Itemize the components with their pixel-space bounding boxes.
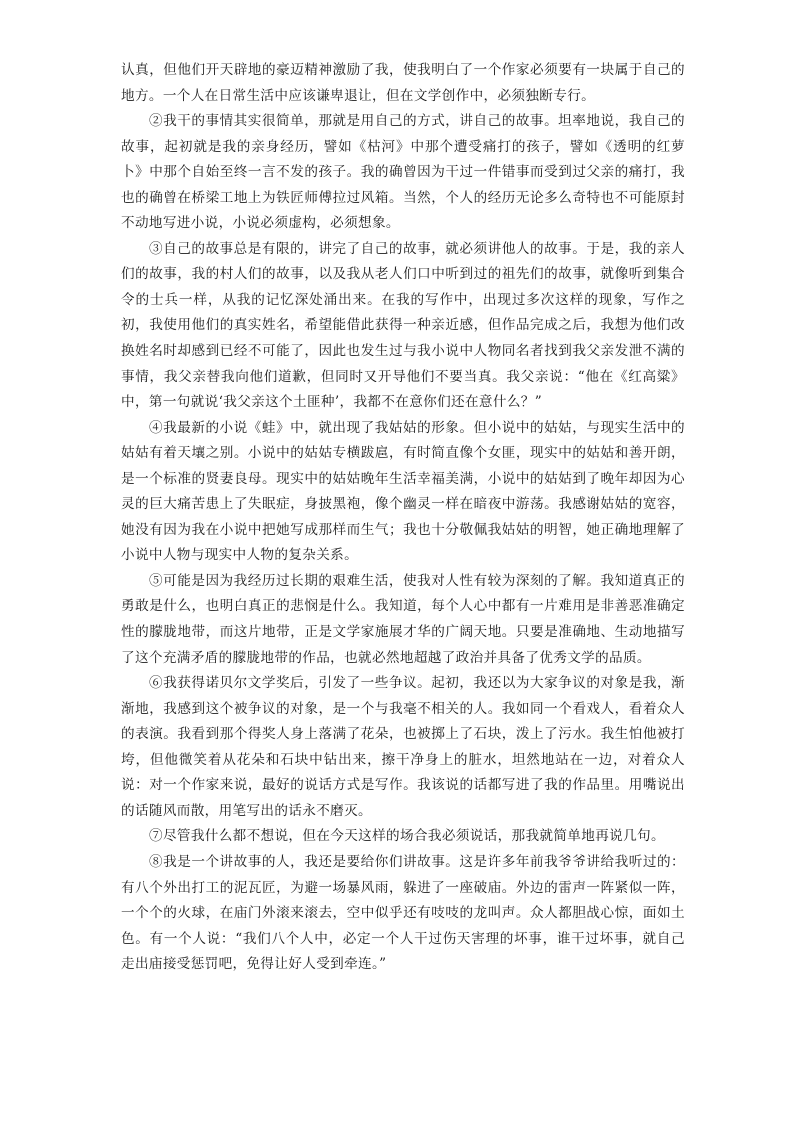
- paragraph-8: ⑧我是一个讲故事的人，我还是要给你们讲故事。这是许多年前我爷爷讲给我听过的：有八个外出打工的泥瓦匠，为避一场暴风雨，躲进了一座破庙。外边的雷声一阵紧似一阵，一个个的火球，在庙门外滚来滚去，空中似乎还有吱吱的龙叫声。众人都胆战心惊，面如土色。有一个人说：“我们八个人中，必定一个人干过伤天害理的坏事，谁干过坏事，就自己走出庙接受惩罚吧，免得让好人受到牵连。”: [121, 853, 685, 973]
- paragraph-2: ②我干的事情其实很简单，那就是用自己的方式，讲自己的故事。坦率地说，我自己的故事，起初就是我的亲身经历，譬如《枯河》中那个遭受痛打的孩子，譬如《透明的红萝卜》中那个自始至终一言不发的孩子。我的确曾因为干过一件错事而受到过父亲的痛打，我也的确曾在桥梁工地上为铁匠师傅拉过风箱。当然，个人的经历无论多么奇特也不可能原封不动地写进小说，小说必须虚构，必须想象。: [121, 113, 685, 232]
- paragraph-4: ④我最新的小说《蛙》中，就出现了我姑姑的形象。但小说中的姑姑，与现实生活中的姑姑有着天壤之别。小说中的姑姑专横跋扈，有时简直像个女匪，现实中的姑姑和善开朗，是一个标准的贤妻良母。现实中的姑姑晚年生活幸福美满，小说中的姑姑到了晚年却因为心灵的巨大痛苦患上了失眠症，身披黑袍，像个幽灵一样在暗夜中游荡。我感谢姑姑的宽容，她没有因为我在小说中把她写成那样而生气；我也十分敬佩我姑姑的明智，她正确地理解了小说中人物与现实中人物的复杂关系。: [121, 419, 685, 564]
- document-page: [121, 58, 685, 978]
- paragraph-continuation: 认真，但他们开天辟地的豪迈精神激励了我，使我明白了一个作家必须要有一块属于自己的地方。一个人在日常生活中应该谦卑退让，但在文学创作中，必须独断专行。: [121, 62, 685, 104]
- paragraph-5: ⑤可能是因为我经历过长期的艰难生活，使我对人性有较为深刻的了解。我知道真正的勇敢是什么，也明白真正的悲悯是什么。我知道，每个人心中都有一片难用是非善恶准确定性的朦胧地带，而这片地带，正是文学家施展才华的广阔天地。只要是准确地、生动地描写了这个充满矛盾的朦胧地带的作品，也就必然地超越了政治并具备了优秀文学的品质。: [121, 572, 685, 666]
- paragraph-3: ③自己的故事总是有限的，讲完了自己的故事，就必须讲他人的故事。于是，我的亲人们的故事，我的村人们的故事，以及我从老人们口中听到过的祖先们的故事，就像听到集合令的士兵一样，从我的记忆深处涌出来。在我的写作中，出现过多次这样的现象，写作之初，我使用他们的真实姓名，希望能借此获得一种亲近感，但作品完成之后，我想为他们改换姓名时却感到已经不可能了，因此也发生过与我小说中人物同名者找到我父亲发泄不满的事情，我父亲替我向他们道歉，但同时又开导他们不要当真。我父亲说：“他在《红高粱》中，第一句就说‘我父亲这个土匪种’，我都不在意你们还在意什么？”: [121, 240, 685, 411]
- paragraph-7: ⑦尽管我什么都不想说，但在今天这样的场合我必须说话，那我就简单地再说几句。: [149, 828, 665, 845]
- paragraph-6: ⑥我获得诺贝尔文学奖后，引发了一些争议。起初，我还以为大家争议的对象是我，渐渐地，我感到这个被争议的对象，是一个与我毫不相关的人。我如同一个看戏人，看着众人的表演。我看到那个得奖人身上落满了花朵，也被掷上了石块，泼上了污水。我生怕他被打垮，但他微笑着从花朵和石块中钻出来，擦干净身上的脏水，坦然地站在一边，对着众人说：对一个作家来说，最好的说话方式是写作。我该说的话都写进了我的作品里。用嘴说出的话随风而散，用笔写出的话永不磨灭。: [121, 675, 685, 819]
